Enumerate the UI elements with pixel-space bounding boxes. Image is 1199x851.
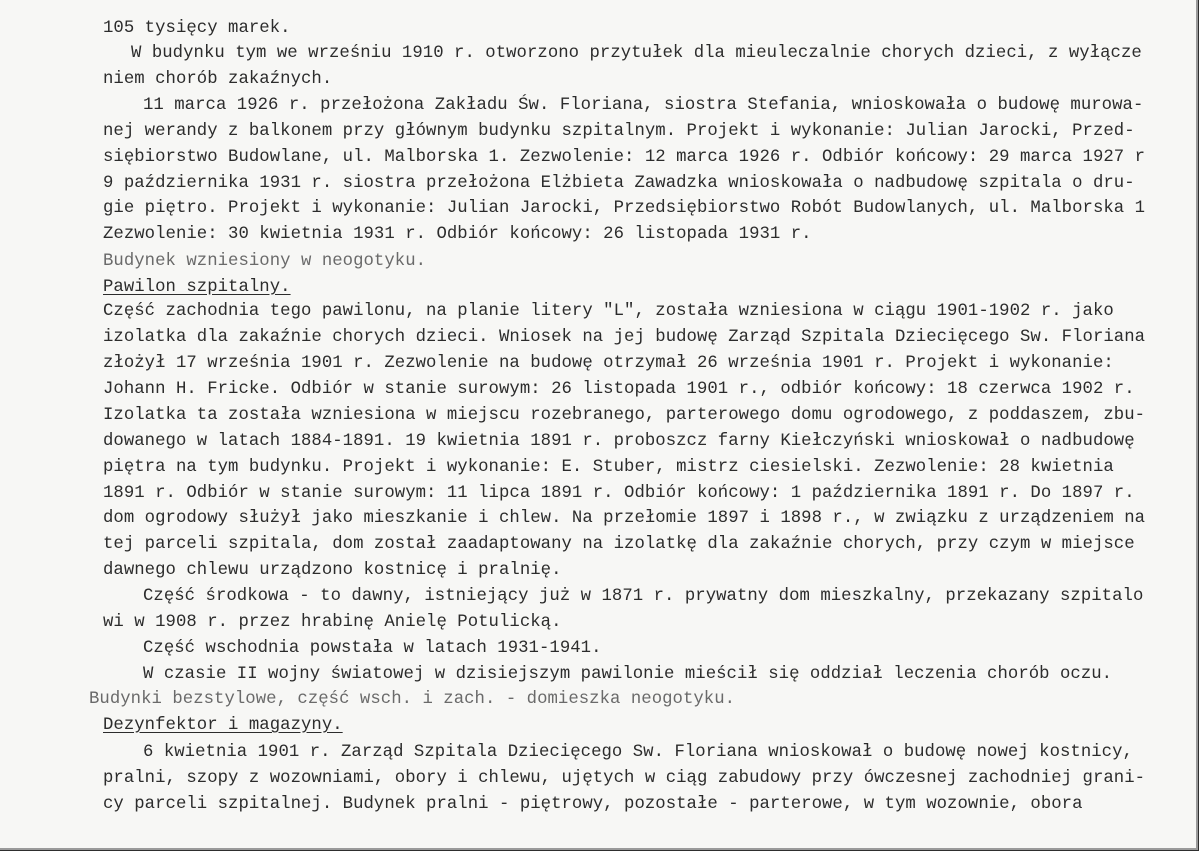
text-line: piętra na tym budynku. Projekt i wykonanie: E. Stuber, mistrz ciesielski. Zezwolenie: 28 kwietnia	[103, 458, 1114, 477]
text-line: dom ogrodowy służył jako mieszkanie i chlew. Na przełomie 1897 i 1898 r., w związku z urządzeniem na	[103, 509, 1146, 528]
section-heading-dezynfektor: Dezynfektor i magazyny.	[103, 716, 343, 735]
text-line: wi w 1908 r. przez hrabinę Anielę Potulicką.	[103, 613, 562, 632]
text-line: nej werandy z balkonem przy głównym budynku szpitalnym. Projekt i wykonanie: Julian Jarocki, Przed-	[103, 122, 1135, 141]
style-note: Budynek wzniesiony w neogotyku.	[103, 252, 427, 271]
section-heading-pawilon: Pawilon szpitalny.	[103, 278, 291, 297]
text-line: 1891 r. Odbiór w stanie surowym: 11 lipca 1891 r. Odbiór końcowy: 1 października 1891 r. Do 1897 r.	[103, 484, 1135, 503]
paragraph-first-line: Część wschodnia powstała w latach 1931-1941.	[143, 639, 602, 658]
paragraph-first-line: 6 kwietnia 1901 r. Zarząd Szpitala Dziecięcego Sw. Floriana wnioskował o budowę nowej kostnicy,	[143, 743, 1133, 762]
paragraph-first-line: W budynku tym we wrześniu 1910 r. otworzono przytułek dla mieuleczalnie chorych dzieci, z wyłącze	[131, 44, 1142, 63]
text-line: Izolatka ta została wzniesiona w miejscu rozebranego, parterowego domu ogrodowego, z poddaszem, zbu-	[103, 406, 1146, 425]
text-line: dowanego w latach 1884-1891. 19 kwietnia 1891 r. proboszcz farny Kiełczyński wnioskował o nadbudowę	[103, 432, 1135, 451]
text-line: niem chorób zakaźnych.	[103, 70, 333, 89]
text-line: Zezwolenie: 30 kwietnia 1931 r. Odbiór końcowy: 26 listopada 1931 r.	[103, 225, 812, 244]
text-line: siębiorstwo Budowlane, ul. Malborska 1. Zezwolenie: 12 marca 1926 r. Odbiór końcowy: 29 marca 1927 r	[103, 148, 1146, 167]
text-line: gie piętro. Projekt i wykonanie: Julian Jarocki, Przedsiębiorstwo Robót Budowlanych, ul. Malborska 1	[103, 199, 1146, 218]
text-line: pralni, szopy z wozowniami, obory i chlewu, ujętych w ciąg zabudowy przy ówczesnej zachodniej grani-	[103, 769, 1146, 788]
text-line: złożył 17 września 1901 r. Zezwolenie na budowę otrzymał 26 września 1901 r. Projekt i wykonanie:	[103, 354, 1114, 373]
paragraph-first-line: 11 marca 1926 r. przełożona Zakładu Św. Floriana, siostra Stefania, wnioskowała o budowę murowa-	[143, 96, 1144, 115]
text-line: 105 tysięcy marek.	[103, 19, 291, 38]
text-line: tej parceli szpitala, dom został zaadaptowany na izolatkę dla zakaźnie chorych, przy czym w miejsce	[103, 535, 1135, 554]
style-note: Budynki bezstylowe, część wsch. i zach. - domieszka neogotyku.	[89, 690, 736, 709]
text-line: dawnego chlewu urządzono kostnicę i pralnię.	[103, 561, 562, 580]
text-line: Część zachodnia tego pawilonu, na planie litery "L", została wzniesiona w ciągu 1901-1902 r. jako	[103, 302, 1114, 321]
text-line: izolatka dla zakaźnie chorych dzieci. Wniosek na jej budowę Zarząd Szpitala Dziecięcego Sw. Floriana	[103, 328, 1146, 347]
paragraph-first-line: W czasie II wojny światowej w dzisiejszym pawilonie mieścił się oddział leczenia chorób oczu.	[143, 665, 1113, 684]
text-line: 9 października 1931 r. siostra przełożona Elżbieta Zawadzka wnioskowała o nadbudowę szpitala o dru-	[103, 174, 1135, 193]
paragraph-first-line: Część środkowa - to dawny, istniejący już w 1871 r. prywatny dom mieszkalny, przekazany szpitalo	[143, 587, 1144, 606]
text-line: cy parceli szpitalnej. Budynek pralni - piętrowy, pozostałe - parterowe, w tym wozownie, obora	[103, 795, 1083, 814]
text-line: Johann H. Fricke. Odbiór w stanie surowym: 26 listopada 1901 r., odbiór końcowy: 18 czerwca 1902 r.	[103, 380, 1135, 399]
